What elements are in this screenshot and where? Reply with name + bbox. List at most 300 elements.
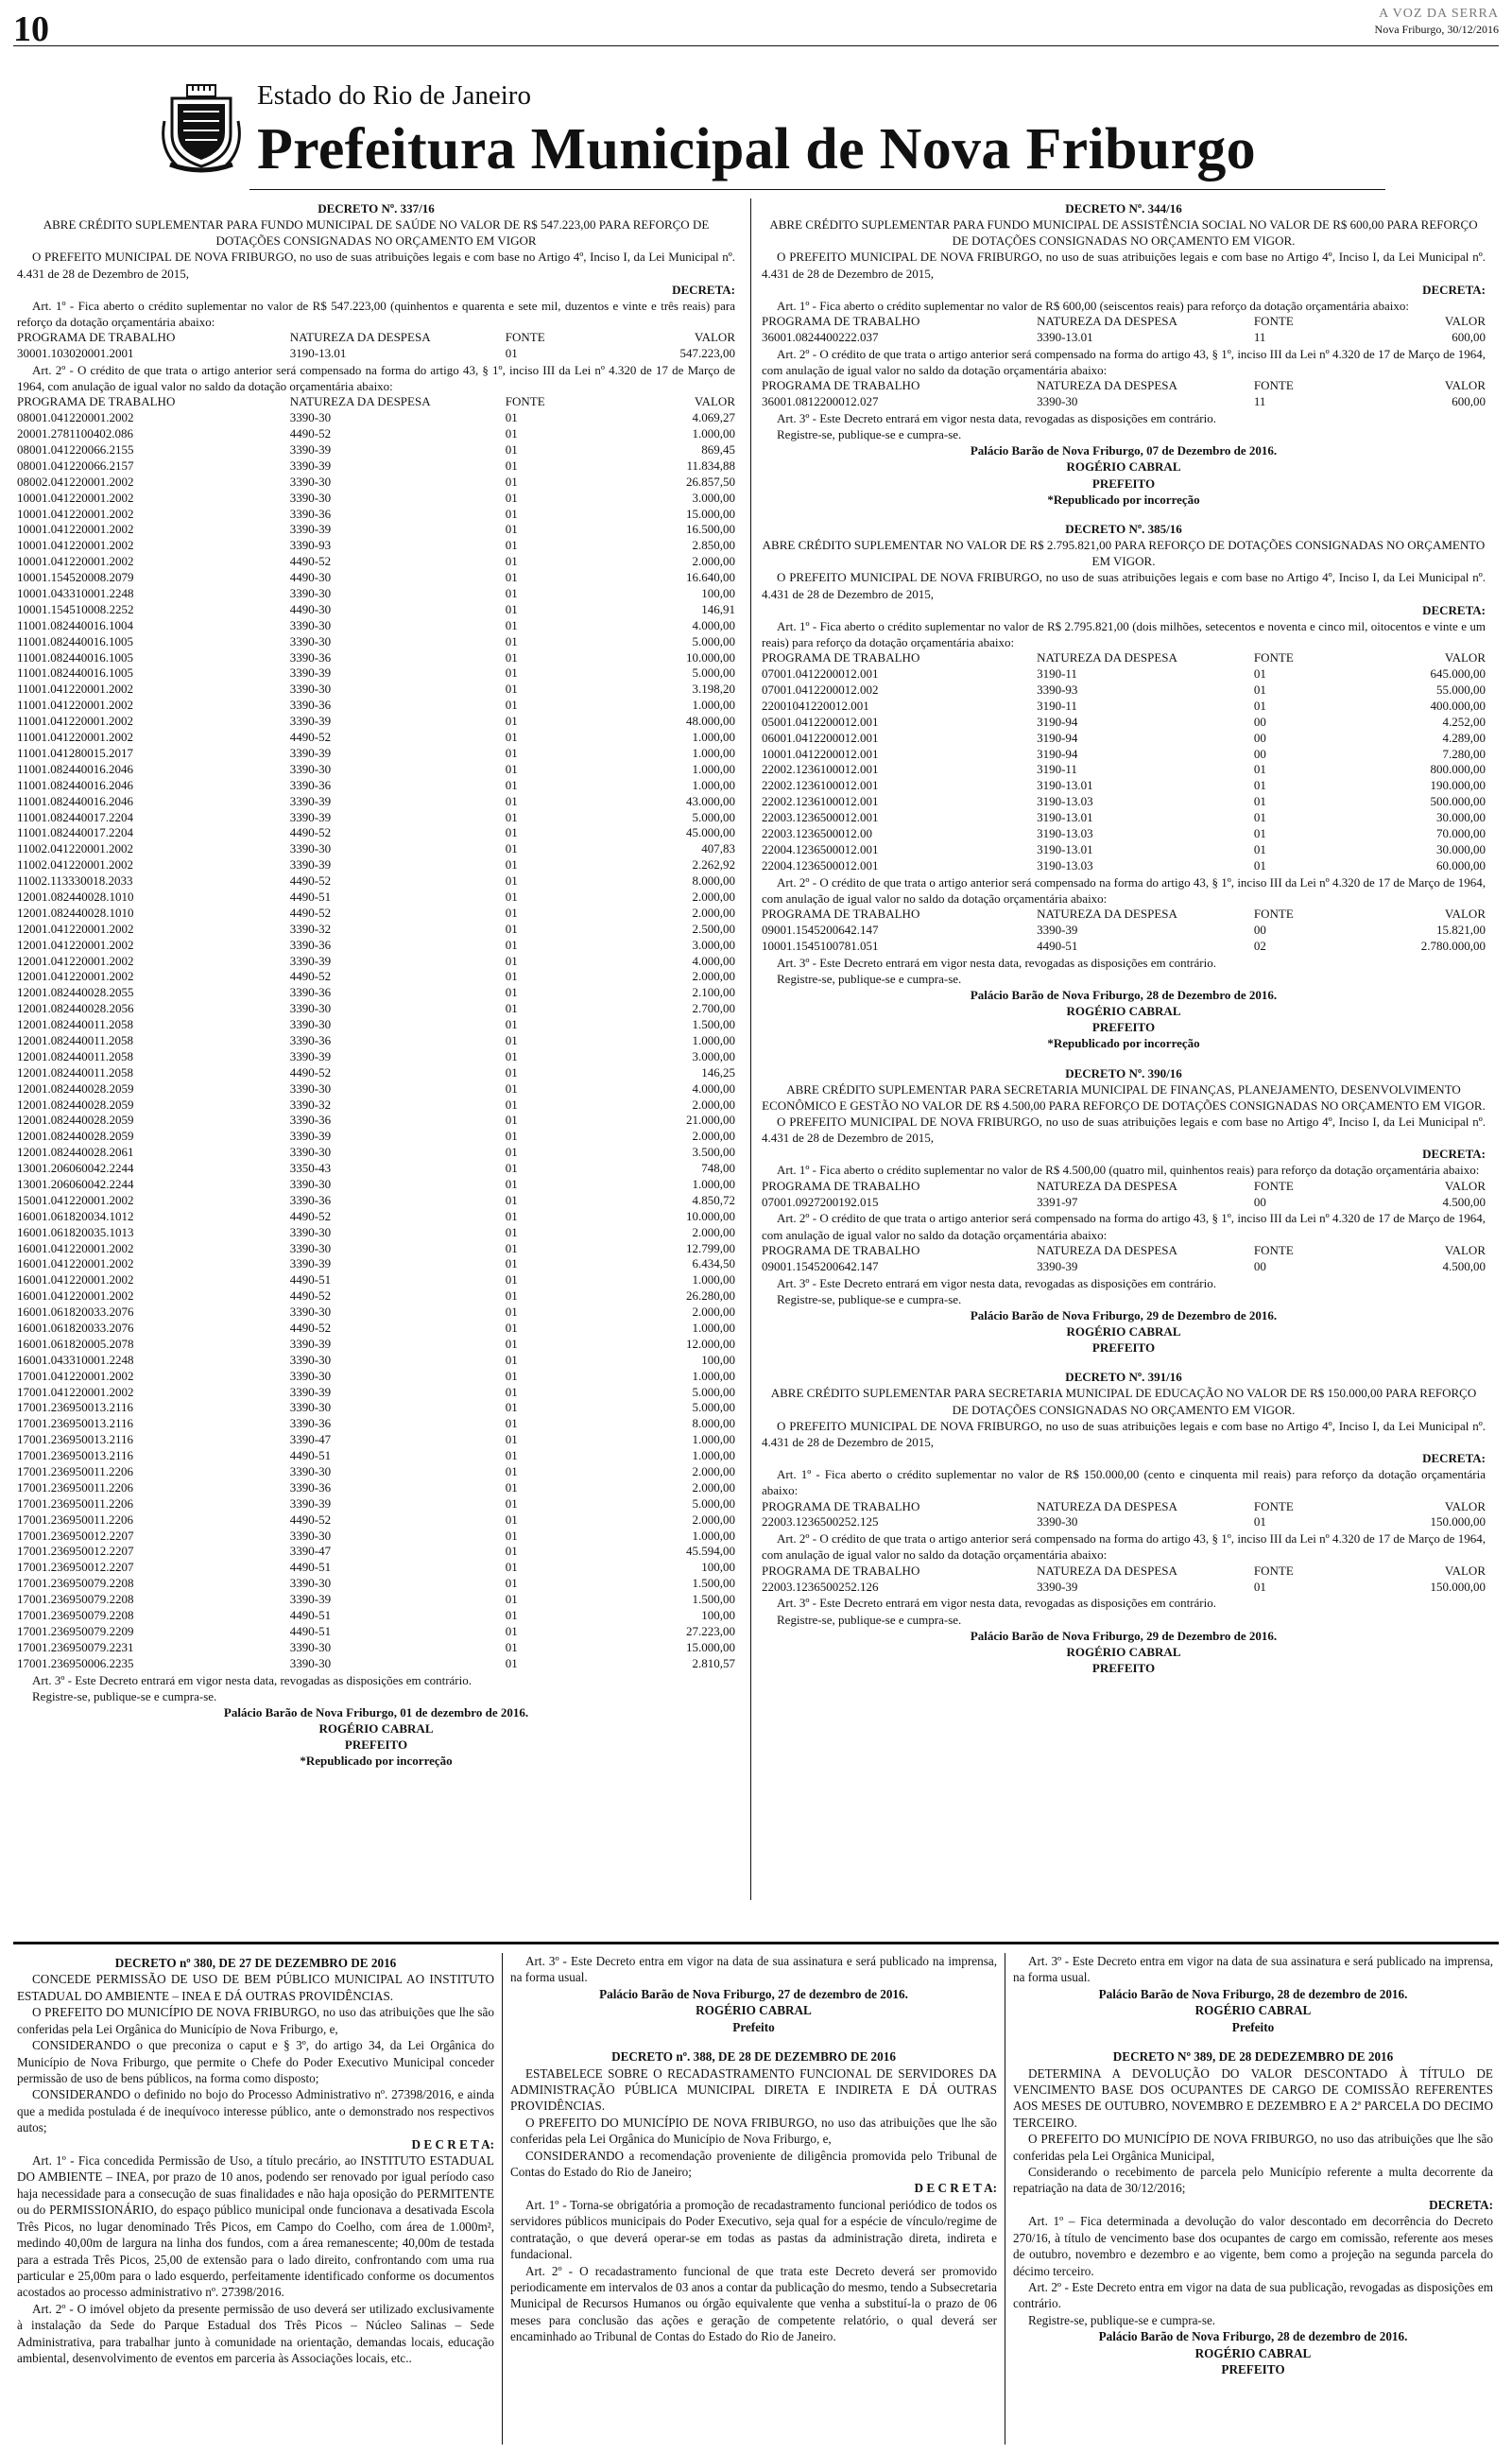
table-cell: 1.000,00 <box>692 1032 735 1047</box>
table-cell: 3390-30 <box>289 1017 332 1032</box>
decree-role: PREFEITO <box>1091 1340 1156 1356</box>
decree-signer: ROGÉRIO CABRAL <box>1066 459 1181 475</box>
budget-table-supplement <box>762 1499 1486 1531</box>
table-header-cell: FONTE <box>1253 1498 1294 1513</box>
table-cell: 4490-52 <box>289 730 332 745</box>
table-cell: 01 <box>505 1129 518 1144</box>
table-header-cell: VALOR <box>1444 314 1486 329</box>
table-cell: 20001.2781100402.086 <box>17 426 134 441</box>
table-cell: 4490-52 <box>289 873 332 889</box>
table-row <box>762 747 1486 763</box>
table-cell: 4.252,00 <box>1442 714 1486 729</box>
table-cell: 3.000,00 <box>692 490 735 505</box>
table-cell: 3390-30 <box>289 1400 332 1415</box>
table-cell: 3390-13.01 <box>1037 329 1093 344</box>
table-row <box>762 666 1486 683</box>
table-cell: 01 <box>505 1256 518 1271</box>
table-cell: 2.000,00 <box>692 1097 735 1112</box>
table-cell: 12001.082440011.2058 <box>17 1032 134 1047</box>
table-cell: 01 <box>1253 1579 1266 1594</box>
decree-role: PREFEITO <box>1091 1020 1156 1035</box>
table-cell: 01 <box>505 426 518 441</box>
table-cell: 3390-30 <box>289 1352 332 1367</box>
table-cell: 01 <box>505 649 518 665</box>
table-row <box>17 954 735 970</box>
title-rule <box>249 189 1385 190</box>
table-row <box>17 1081 735 1097</box>
table-cell: 01 <box>505 601 518 616</box>
table-cell: 3390-39 <box>289 1129 332 1144</box>
table-cell: 146,25 <box>701 1064 735 1080</box>
table-cell: 01 <box>505 1097 518 1112</box>
table-row <box>17 682 735 698</box>
table-cell: 01 <box>505 617 518 632</box>
table-header-row <box>17 394 735 410</box>
table-cell: 4490-52 <box>289 1321 332 1335</box>
table-cell: 05001.0412200012.001 <box>762 714 879 729</box>
table-row <box>17 1161 735 1177</box>
table-cell: 07001.0927200192.015 <box>762 1194 879 1209</box>
table-cell: 01 <box>1253 825 1266 840</box>
header-rule <box>13 45 1499 46</box>
table-cell: 22004.1236500012.001 <box>762 841 879 856</box>
table-cell: 8.000,00 <box>692 873 735 889</box>
table-cell: 1.000,00 <box>692 1432 735 1447</box>
table-header-cell: PROGRAMA DE TRABALHO <box>762 650 920 665</box>
table-cell: 45.000,00 <box>686 825 735 840</box>
table-header-cell: VALOR <box>1444 906 1486 921</box>
table-cell: 3390-36 <box>289 777 332 792</box>
table-cell: 08001.041220001.2002 <box>17 410 134 425</box>
table-cell: 43.000,00 <box>686 793 735 808</box>
table-cell: 2.000,00 <box>692 554 735 569</box>
table-row <box>17 810 735 826</box>
budget-table-annulment <box>762 378 1486 410</box>
budget-table-annulment <box>762 1243 1486 1275</box>
table-header-cell: PROGRAMA DE TRABALHO <box>762 906 920 921</box>
table-cell: 16001.041220001.2002 <box>17 1288 134 1304</box>
budget-table-supplement <box>762 314 1486 346</box>
table-cell: 500.000,00 <box>1430 794 1486 809</box>
table-cell: 1.000,00 <box>692 1321 735 1335</box>
table-cell: 3190-13.01 <box>1037 810 1093 825</box>
decree-art1: Art. 1º - Torna-se obrigatória a promoção de recadastramento funcional periódico de todos os servidores públicos municipais do Poder Executivo, seja qual for a espécie de vínculo/regime de contratação, o que deverá operar-se em todas as pastas da administração direta, indireta e fundacional. <box>510 2197 997 2262</box>
table-cell: 07001.0412200012.001 <box>762 666 879 682</box>
table-cell: 10001.043310001.2248 <box>17 586 134 601</box>
table-cell: 17001.041220001.2002 <box>17 1368 134 1383</box>
decree-preamble: O PREFEITO MUNICIPAL DE NOVA FRIBURGO, no uso de suas atribuições legais e com base no Artigo 4º, Inciso I, da Lei Municipal nº. 4.431 de 28 de Dezembro de 2015, <box>762 570 1486 601</box>
decree-art2: Art. 2º - O crédito de que trata o artigo anterior será compensado na forma do artigo 43, § 1º, inciso III da Lei nº 4.320 de 17 de Março de 1964, com anulação de igual valor no saldo da dotação orçamentária abaixo: <box>17 363 735 394</box>
table-header-cell: PROGRAMA DE TRABALHO <box>762 378 920 393</box>
table-cell: 70.000,00 <box>1436 825 1486 840</box>
table-cell: 01 <box>1253 1514 1266 1529</box>
table-row <box>17 586 735 602</box>
table-cell: 1.500,00 <box>692 1017 735 1032</box>
table-cell: 13001.206060042.2244 <box>17 1161 134 1176</box>
table-cell: 3190-94 <box>1037 714 1078 729</box>
table-cell: 3390-30 <box>289 586 332 601</box>
decree-ementa: ABRE CRÉDITO SUPLEMENTAR PARA FUNDO MUNICIPAL DE ASSISTÊNCIA SOCIAL NO VALOR DE R$ 600,00 PARA REFORÇO DE DOTAÇÕES CONSIGNADAS NO ORÇAMENTO EM VIGOR. <box>769 217 1478 249</box>
table-cell: 00 <box>1253 746 1266 761</box>
table-cell: 01 <box>505 554 518 569</box>
table-cell: 01 <box>505 1272 518 1287</box>
table-cell: 3390-36 <box>289 649 332 665</box>
table-cell: 2.780.000,00 <box>1420 938 1486 953</box>
table-cell: 15.000,00 <box>686 506 735 521</box>
table-row <box>17 969 735 985</box>
table-cell: 30.000,00 <box>1436 810 1486 825</box>
table-row <box>17 1560 735 1576</box>
decree-art3: Art. 3º - Este Decreto entra em vigor na data de sua assinatura e será publicado na imprensa, na forma usual. <box>510 1954 997 1985</box>
table-cell: 4490-51 <box>1037 938 1078 953</box>
table-cell: 01 <box>505 1528 518 1543</box>
table-cell: 5.000,00 <box>692 1400 735 1415</box>
table-cell: 100,00 <box>701 1560 735 1575</box>
table-cell: 2.000,00 <box>692 1512 735 1527</box>
table-row <box>17 1033 735 1049</box>
table-row <box>17 1193 735 1209</box>
table-cell: 02 <box>1253 938 1266 953</box>
decree-note: *Republicado por incorreção <box>1047 492 1200 507</box>
table-cell: 5.000,00 <box>692 809 735 824</box>
table-cell: 01 <box>1253 762 1266 777</box>
table-row <box>17 1656 735 1672</box>
table-row <box>17 1113 735 1129</box>
table-cell: 08001.041220066.2157 <box>17 458 134 473</box>
decree-title: DECRETO Nº. 337/16 <box>318 201 435 216</box>
table-header-cell: PROGRAMA DE TRABALHO <box>762 1242 920 1257</box>
table-cell: 01 <box>505 1384 518 1399</box>
table-cell: 3390-93 <box>1037 682 1078 697</box>
table-cell: 17001.236950079.2208 <box>17 1608 134 1623</box>
decree-registre: Registre-se, publique-se e cumpra-se. <box>777 1291 962 1306</box>
table-cell: 01 <box>505 458 518 473</box>
decree-art3: Art. 3º - Este Decreto entrará em vigor nesta data, revogadas as disposições em contrário. <box>777 1275 1216 1290</box>
table-cell: 1.000,00 <box>692 698 735 713</box>
table-cell: 16001.061820033.2076 <box>17 1305 134 1320</box>
decree-art3: Art. 3º - Este Decreto entra em vigor na data de sua assinatura e será publicado na imprensa, na forma usual. <box>1013 1954 1493 1985</box>
table-cell: 01 <box>505 1448 518 1463</box>
table-header-cell: VALOR <box>694 394 735 409</box>
table-cell: 4490-52 <box>289 554 332 569</box>
table-cell: 3390-32 <box>289 921 332 936</box>
table-header-cell: VALOR <box>694 330 735 345</box>
table-header-cell: NATUREZA DA DESPESA <box>1037 378 1177 393</box>
table-cell: 01 <box>505 1608 518 1623</box>
table-cell: 01 <box>505 1400 518 1415</box>
table-cell: 1.000,00 <box>692 426 735 441</box>
table-row <box>17 906 735 922</box>
table-cell: 00 <box>1253 922 1266 937</box>
table-cell: 3.500,00 <box>692 1145 735 1160</box>
table-row <box>762 858 1486 874</box>
table-cell: 12001.082440011.2058 <box>17 1064 134 1080</box>
table-cell: 01 <box>505 1176 518 1191</box>
table-cell: 600,00 <box>1452 394 1486 409</box>
table-cell: 3190-11 <box>1037 762 1077 777</box>
table-row <box>17 1416 735 1432</box>
table-header-cell: PROGRAMA DE TRABALHO <box>762 1178 920 1193</box>
table-cell: 12001.082440028.2059 <box>17 1129 134 1144</box>
table-cell: 36001.0812200012.027 <box>762 394 879 409</box>
table-cell: 11001.082440016.1005 <box>17 633 134 648</box>
table-row <box>17 1225 735 1241</box>
decree-title: DECRETO nº. 388, DE 28 DE DEZEMBRO DE 2016 <box>611 2049 896 2065</box>
budget-table-annulment <box>17 394 735 1671</box>
table-row <box>17 1177 735 1193</box>
table-cell: 11 <box>1253 394 1266 409</box>
table-cell: 4490-52 <box>289 426 332 441</box>
decree-art3: Art. 3º - Este Decreto entrará em vigor nesta data, revogadas as disposições em contrário. <box>32 1672 472 1687</box>
table-cell: 4490-52 <box>289 1288 332 1304</box>
table-row <box>17 985 735 1001</box>
decree-title: DECRETO Nº 389, DE 28 DEDEZEMBRO DE 2016 <box>1112 2049 1394 2065</box>
table-cell: 01 <box>505 1416 518 1431</box>
table-cell: 8.000,00 <box>692 1416 735 1431</box>
table-cell: 01 <box>1253 810 1266 825</box>
table-header-cell: PROGRAMA DE TRABALHO <box>17 394 176 409</box>
table-row <box>17 730 735 746</box>
table-cell: 11.834,88 <box>686 458 735 473</box>
table-cell: 3390-39 <box>289 1336 332 1351</box>
table-cell: 3390-39 <box>289 809 332 824</box>
decree-signer: ROGÉRIO CABRAL <box>1194 2003 1312 2018</box>
decree-paragraph: CONSIDERANDO a recomendação proveniente de diligência promovida pelo Tribunal de Contas do Estado do Rio de Janeiro; <box>510 2148 997 2180</box>
table-row <box>17 475 735 491</box>
table-cell: 3390-36 <box>289 1032 332 1047</box>
table-cell: 01 <box>505 857 518 873</box>
table-cell: 01 <box>505 985 518 1000</box>
table-cell: 3390-39 <box>289 714 332 729</box>
table-cell: 3190-13.03 <box>1037 794 1093 809</box>
decree-art3: Art. 3º - Este Decreto entrará em vigor nesta data, revogadas as disposições em contrário. <box>777 1596 1216 1611</box>
decree-title: DECRETO Nº. 391/16 <box>1065 1370 1182 1385</box>
table-cell: 01 <box>505 841 518 856</box>
table-cell: 7.280,00 <box>1442 746 1486 761</box>
decree-paragraph: CONSIDERANDO o que preconiza o caput e § 3º, do artigo 34, da Lei Orgânica do Município de Nova Friburgo, que permite o Chefe do Poder Executivo Municipal conceder permissão de uso de bens públicos, na forma como disposto; <box>17 2038 494 2085</box>
table-cell: 3390-39 <box>289 442 332 458</box>
table-cell: 2.262,92 <box>692 857 735 873</box>
table-cell: 01 <box>505 1288 518 1304</box>
table-cell: 12001.041220001.2002 <box>17 953 134 968</box>
page-title: Prefeitura Municipal de Nova Friburgo <box>257 117 1256 181</box>
table-cell: 09001.1545200642.147 <box>762 1258 879 1273</box>
table-cell: 22003.1236500012.001 <box>762 810 879 825</box>
table-cell: 3390-36 <box>289 698 332 713</box>
table-cell: 2.100,00 <box>692 985 735 1000</box>
table-cell: 4.069,27 <box>692 410 735 425</box>
table-row <box>17 458 735 475</box>
table-cell: 11002.041220001.2002 <box>17 857 134 873</box>
table-cell: 26.857,50 <box>686 474 735 489</box>
table-cell: 17001.236950079.2209 <box>17 1623 134 1638</box>
decree-registre: Registre-se, publique-se e cumpra-se. <box>32 1688 217 1703</box>
table-cell: 15001.041220001.2002 <box>17 1192 134 1207</box>
table-cell: 16001.061820034.1012 <box>17 1208 134 1223</box>
table-header-row <box>762 1179 1486 1195</box>
decree-title: DECRETO nº 380, DE 27 DE DEZEMBRO DE 2016 <box>114 1956 397 1970</box>
table-cell: 1.000,00 <box>692 730 735 745</box>
table-cell: 11001.082440017.2204 <box>17 809 134 824</box>
table-cell: 17001.236950012.2207 <box>17 1528 134 1543</box>
decree-decreta: DECRETA: <box>1422 282 1486 297</box>
table-cell: 5.000,00 <box>692 1384 735 1399</box>
table-cell: 5.000,00 <box>692 633 735 648</box>
table-cell: 15.000,00 <box>686 1639 735 1654</box>
decree-preamble: O PREFEITO MUNICIPAL DE NOVA FRIBURGO, no uso de suas atribuições legais e com base no Artigo 4º, Inciso I, da Lei Municipal nº. 4.431 de 28 de Dezembro de 2015, <box>762 250 1486 281</box>
table-cell: 01 <box>1253 841 1266 856</box>
table-header-cell: PROGRAMA DE TRABALHO <box>17 330 176 345</box>
table-cell: 01 <box>505 953 518 968</box>
table-row <box>762 715 1486 731</box>
table-row <box>17 1529 735 1545</box>
table-cell: 3390-30 <box>289 1224 332 1239</box>
decree-art2: Art. 2º - O crédito de que trata o artigo anterior será compensado na forma do artigo 43, § 1º, inciso III da Lei nº 4.320 de 17 de Março de 1964, com anulação de igual valor no saldo da dotação orçamentária abaixo: <box>762 1531 1486 1563</box>
table-cell: 3190-13.01 <box>1037 841 1093 856</box>
table-row <box>762 923 1486 939</box>
table-row <box>17 1209 735 1225</box>
table-cell: 01 <box>505 1208 518 1223</box>
table-cell: 3390-30 <box>289 682 332 697</box>
decree-signer: ROGÉRIO CABRAL <box>1066 1644 1181 1659</box>
table-row <box>762 330 1486 346</box>
decree-preamble: O PREFEITO MUNICIPAL DE NOVA FRIBURGO, no uso de suas atribuições legais e com base no Artigo 4º, Inciso I, da Lei Municipal nº. 4.431 de 28 de Dezembro de 2015, <box>17 250 735 281</box>
table-header-cell: VALOR <box>1444 1242 1486 1257</box>
table-cell: 01 <box>505 1512 518 1527</box>
decree-ementa: ABRE CRÉDITO SUPLEMENTAR PARA SECRETARIA MUNICIPAL DE EDUCAÇÃO NO VALOR DE R$ 150.000,00 PARA REFORÇO DE DOTAÇÕES CONSIGNADAS NO ORÇAMENTO EM VIGOR. <box>770 1386 1477 1417</box>
table-header-cell: FONTE <box>1253 378 1294 393</box>
table-cell: 01 <box>505 825 518 840</box>
decree-decreta: D E C R E T A: <box>411 2136 494 2152</box>
table-cell: 748,00 <box>701 1161 735 1176</box>
table-cell: 01 <box>505 1576 518 1591</box>
table-cell: 01 <box>505 1305 518 1320</box>
table-cell: 4490-30 <box>289 601 332 616</box>
decree-place-date: Palácio Barão de Nova Friburgo, 28 de dezembro de 2016. <box>1098 2329 1408 2344</box>
decree-385 <box>762 521 1486 1052</box>
decree-decreta: DECRETA: <box>1422 1451 1486 1466</box>
decree-signer: ROGÉRIO CABRAL <box>1194 2345 1312 2360</box>
table-cell: 11001.041220001.2002 <box>17 714 134 729</box>
table-cell: 01 <box>505 633 518 648</box>
decree-role: PREFEITO <box>344 1737 408 1753</box>
table-header-cell: PROGRAMA DE TRABALHO <box>762 314 920 329</box>
table-cell: 4.000,00 <box>692 617 735 632</box>
table-cell: 11001.041220001.2002 <box>17 698 134 713</box>
table-cell: 01 <box>505 1001 518 1016</box>
table-row <box>17 938 735 954</box>
table-cell: 2.000,00 <box>692 1305 735 1320</box>
budget-table-annulment <box>762 907 1486 955</box>
table-cell: 3390-47 <box>289 1432 332 1447</box>
table-row <box>17 1448 735 1464</box>
decree-place-date: Palácio Barão de Nova Friburgo, 29 de Dezembro de 2016. <box>970 1307 1278 1322</box>
decree-ementa: ABRE CRÉDITO SUPLEMENTAR NO VALOR DE R$ 2.795.821,00 PARA REFORÇO DE DOTAÇÕES CONSIGNADAS NO ORÇAMENTO EM VIGOR. <box>762 538 1486 569</box>
table-cell: 3390-36 <box>289 1416 332 1431</box>
table-cell: 17001.236950012.2207 <box>17 1560 134 1575</box>
decree-art1: Art. 1º – Fica determinada a devolução do valor descontado em decorrência do Decreto 270/16, à título de vencimento base dos ocupantes de cargo em comissão, referente aos meses de outubro, novembro e dezembro e ao vigente, bem como a projeção na segunda parcela do décimo terceiro. <box>1013 2214 1493 2278</box>
table-cell: 10001.0412200012.001 <box>762 746 879 761</box>
table-cell: 22002.1236100012.001 <box>762 778 879 793</box>
table-cell: 08001.041220066.2155 <box>17 442 134 458</box>
table-cell: 01 <box>505 1479 518 1495</box>
table-cell: 10001.1545100781.051 <box>762 938 879 953</box>
table-cell: 01 <box>505 873 518 889</box>
table-row <box>762 1195 1486 1211</box>
table-cell: 01 <box>505 1352 518 1367</box>
decree-decreta: DECRETA: <box>1422 1147 1486 1162</box>
table-cell: 01 <box>505 1544 518 1559</box>
table-cell: 01 <box>505 921 518 936</box>
table-cell: 01 <box>505 714 518 729</box>
table-header-cell: VALOR <box>1444 378 1486 393</box>
newspaper-name: A VOZ DA SERRA <box>1379 7 1499 21</box>
decree-decreta: DECRETA: <box>1422 602 1486 617</box>
table-cell: 3390-39 <box>289 1495 332 1511</box>
table-cell: 12001.082440028.2056 <box>17 1001 134 1016</box>
middle-column <box>510 1953 997 2345</box>
table-row <box>17 890 735 906</box>
decree-title: DECRETO Nº. 390/16 <box>1065 1065 1182 1080</box>
table-cell: 150.000,00 <box>1430 1514 1486 1529</box>
newspaper-info <box>1375 6 1499 37</box>
budget-table-annulment <box>762 1564 1486 1596</box>
table-cell: 01 <box>505 809 518 824</box>
table-cell: 01 <box>505 1161 518 1176</box>
table-cell: 17001.236950011.2206 <box>17 1495 134 1511</box>
decree-388 <box>510 2048 997 2345</box>
table-cell: 2.000,00 <box>692 1129 735 1144</box>
table-cell: 12001.082440028.2059 <box>17 1080 134 1096</box>
table-cell: 01 <box>505 570 518 585</box>
table-cell: 11001.082440016.2046 <box>17 761 134 776</box>
table-cell: 17001.236950013.2116 <box>17 1416 134 1431</box>
decree-art2: Art. 2º - O crédito de que trata o artigo anterior será compensado na forma do artigo 43, § 1º, inciso III da Lei nº 4.320 de 17 de Março de 1964, com anulação de igual valor no saldo da dotação orçamentária abaixo: <box>762 1211 1486 1242</box>
decree-decreta: DECRETA: <box>1429 2197 1493 2212</box>
table-cell: 1.000,00 <box>692 1176 735 1191</box>
table-header-cell: FONTE <box>1253 1242 1294 1257</box>
table-cell: 3390-39 <box>289 665 332 681</box>
table-cell: 11001.082440016.1005 <box>17 649 134 665</box>
table-cell: 22003.1236500252.126 <box>762 1579 879 1594</box>
table-row <box>17 554 735 570</box>
table-cell: 5.000,00 <box>692 665 735 681</box>
decree-art2: Art. 2º - O crédito de que trata o artigo anterior será compensado na forma do artigo 43, § 1º, inciso III da Lei nº 4.320 de 17 de Março de 1964, com anulação de igual valor no saldo da dotação orçamentária abaixo: <box>762 874 1486 906</box>
table-cell: 4490-52 <box>289 1512 332 1527</box>
table-cell: 01 <box>505 730 518 745</box>
decree-role: PREFEITO <box>1091 1661 1156 1676</box>
decree-note: *Republicado por incorreção <box>1047 1036 1200 1051</box>
table-cell: 01 <box>505 1560 518 1575</box>
table-row <box>17 491 735 507</box>
table-cell: 1.000,00 <box>692 761 735 776</box>
table-cell: 3390-30 <box>289 1080 332 1096</box>
table-cell: 01 <box>505 698 518 713</box>
table-cell: 3390-36 <box>289 1113 332 1128</box>
decree-ementa: ESTABELECE SOBRE O RECADASTRAMENTO FUNCIONAL DE SERVIDORES DA ADMINISTRAÇÃO PÚBLICA MUNICIPAL DIRETA E INDIRETA E DÁ OUTRAS PROVIDÊNCIAS. <box>510 2065 997 2114</box>
decree-art3: Art. 3º - Este Decreto entrará em vigor nesta data, revogadas as disposições em contrário. <box>777 955 1216 970</box>
table-row <box>17 410 735 426</box>
table-header-cell: NATUREZA DA DESPESA <box>1037 1563 1177 1578</box>
table-cell: 15.821,00 <box>1436 922 1486 937</box>
table-cell: 10001.041220001.2002 <box>17 490 134 505</box>
table-row <box>17 794 735 810</box>
table-cell: 2.000,00 <box>692 905 735 920</box>
table-row <box>17 922 735 938</box>
table-cell: 4490-52 <box>289 1064 332 1080</box>
table-cell: 10001.041220001.2002 <box>17 538 134 553</box>
table-header-cell: NATUREZA DA DESPESA <box>289 394 431 409</box>
